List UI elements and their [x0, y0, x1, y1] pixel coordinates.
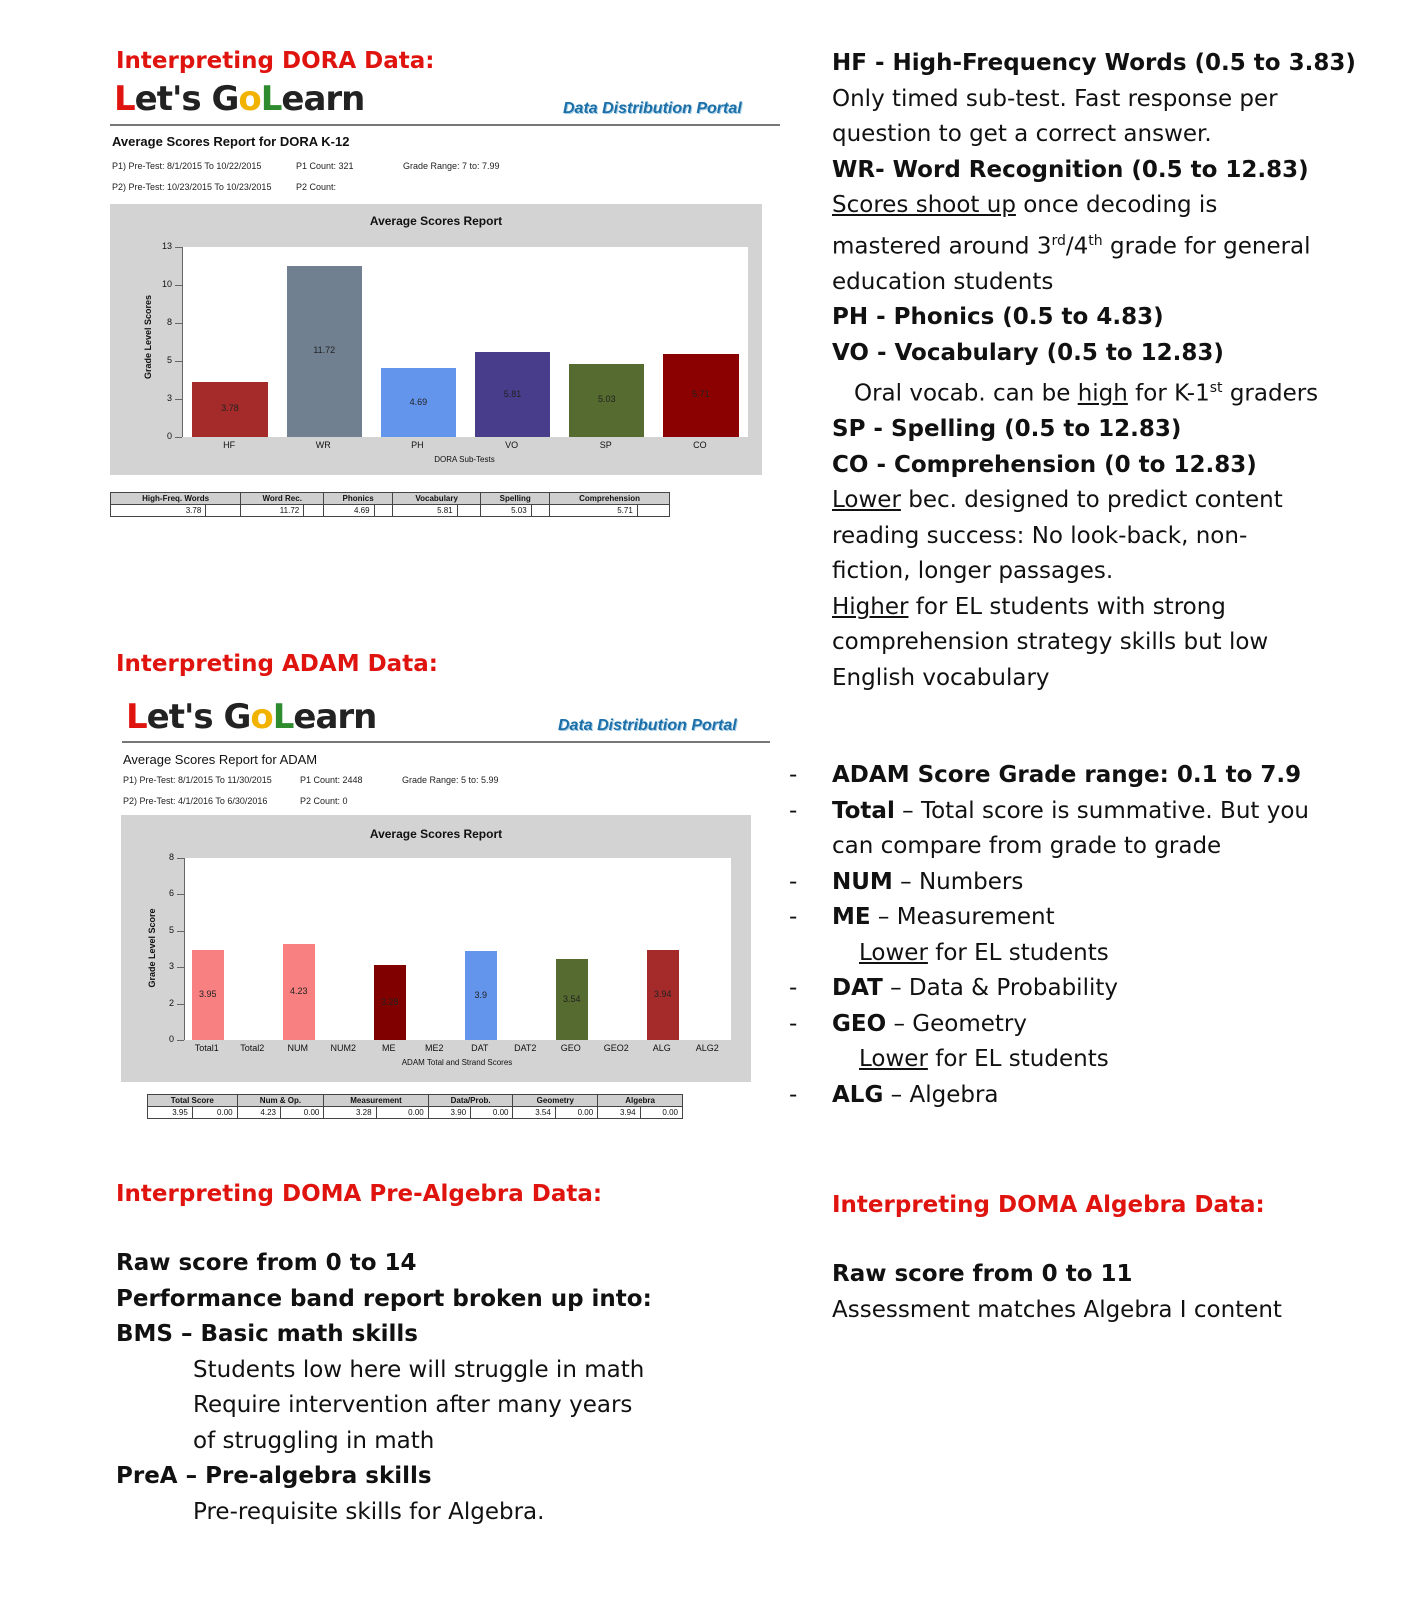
table-header-cell: Comprehension [550, 493, 670, 505]
x-tick-label: GEO2 [603, 1043, 629, 1053]
wr-sup-2: th [1088, 232, 1103, 249]
me-label: ME [832, 904, 871, 930]
y-tick-mark [175, 285, 182, 286]
brand-part: L [260, 79, 282, 119]
wr-line-2b: /4 [1065, 233, 1089, 260]
adam-heading: Interpreting ADAM Data: [116, 651, 438, 677]
me-el: for EL students [927, 939, 1109, 966]
x-tick-label: HF [223, 440, 236, 450]
adam-y-axis-label: Grade Level Score [147, 908, 157, 988]
x-tick-label: WR [315, 440, 331, 450]
adam-chart-title: Average Scores Report [369, 827, 503, 841]
dora-brand-logo [114, 79, 365, 119]
list-dash: - [789, 975, 798, 1001]
adam-rule [122, 741, 770, 743]
adam-meta-1: P1) Pre-Test: 8/1/2015 To 11/30/2015 [123, 775, 272, 785]
vo-line-c: graders [1222, 380, 1319, 407]
list-dash: - [789, 1081, 798, 1108]
brand-part: L [126, 697, 147, 737]
table-cell: 3.78 [111, 505, 206, 517]
dora-y-axis-label: Grade Level Scores [143, 294, 153, 380]
y-tick-mark [177, 931, 184, 932]
co-line-4: for EL students with strong [908, 593, 1226, 620]
y-tick-label: 0 [166, 431, 172, 441]
table-cell: 4.69 [324, 505, 374, 517]
list-dash: - [789, 868, 798, 895]
table-header-cell: Geometry [513, 1095, 598, 1107]
table-cell-empty [206, 505, 241, 517]
table-cell: 0.00 [376, 1107, 428, 1119]
bar-value-label: 11.72 [313, 345, 336, 356]
dora-report-title: Average Scores Report for DORA K-12 [112, 134, 350, 149]
hf-line-2: question to get a correct answer. [832, 121, 1212, 147]
doma-pre-bms-1: Students low here will struggle in math [193, 1356, 645, 1383]
table-header-cell: Total Score [148, 1095, 238, 1107]
adam-plot-area [184, 858, 731, 1040]
co-line-5: comprehension strategy skills but low [832, 629, 1269, 656]
list-dash: - [789, 1010, 798, 1037]
me-text: – Measurement [870, 904, 1055, 930]
table-cell: 0.00 [280, 1107, 323, 1119]
total-text: – Total score is summative. But you [894, 797, 1309, 824]
x-tick-label: SP [599, 440, 612, 450]
doma-pre-band: Performance band report broken up into: [116, 1285, 652, 1312]
x-tick-label: CO [693, 440, 707, 450]
dora-chart-title: Average Scores Report [369, 214, 503, 228]
table-cell: 3.94 [598, 1107, 640, 1119]
y-tick-label: 3 [168, 961, 174, 972]
adam-summary-table [147, 1094, 683, 1119]
total-line-2: can compare from grade to grade [832, 833, 1222, 859]
doma-alg-match: Assessment matches Algebra I content [832, 1296, 1282, 1323]
x-tick-label: VO [505, 440, 519, 450]
table-cell: 3.90 [428, 1107, 470, 1119]
bar-value-label: 3.9 [474, 989, 487, 1000]
brand-part: o [238, 79, 261, 119]
doma-pre-bms-2: Require intervention after many years [193, 1392, 633, 1418]
y-tick-label: 8 [168, 852, 174, 862]
y-tick-label: 10 [161, 279, 172, 289]
doma-pre-bms: BMS – Basic math skills [116, 1321, 418, 1347]
dora-summary-table [110, 492, 670, 517]
sp-title: SP - Spelling (0.5 to 12.83) [832, 416, 1182, 443]
table-cell-empty [304, 505, 324, 517]
table-header-row [148, 1095, 683, 1107]
dat-label: DAT [832, 975, 883, 1001]
doma-pre-prea: PreA – Pre-algebra skills [116, 1463, 432, 1489]
brand-part: earn [281, 79, 365, 119]
dat-text: – Data & Probability [882, 975, 1118, 1001]
hf-line-1: Only timed sub-test. Fast response per [832, 85, 1278, 112]
y-tick-label: 0 [168, 1034, 174, 1044]
doma-algebra-heading: Interpreting DOMA Algebra Data: [832, 1192, 1265, 1218]
brand-part: et's G [146, 697, 251, 737]
x-tick-label: Total2 [240, 1043, 265, 1053]
dora-chart [110, 204, 762, 475]
table-cell: 0.00 [471, 1107, 513, 1119]
adam-meta-1c: Grade Range: 5 to: 5.99 [402, 775, 499, 785]
y-tick-mark [175, 437, 182, 438]
table-header-cell: Word Rec. [241, 493, 324, 505]
adam-chart [121, 815, 751, 1082]
co-line-2: reading success: No look-back, non- [832, 522, 1248, 549]
doma-prealgebra-heading: Interpreting DOMA Pre-Algebra Data: [116, 1181, 603, 1207]
bar-value-label: 5.81 [503, 388, 522, 399]
num-label: NUM [832, 868, 893, 895]
x-tick-label: DAT [471, 1043, 489, 1053]
dora-meta-1: P1) Pre-Test: 8/1/2015 To 10/22/2015 [112, 161, 262, 171]
table-cell: 5.81 [392, 505, 457, 517]
adam-portal-label: Data Distribution Portal [558, 717, 737, 734]
adam-notes-list [789, 758, 1412, 1113]
y-tick-label: 13 [161, 241, 172, 251]
table-header-cell: High-Freq. Words [111, 493, 241, 505]
y-tick-mark [175, 247, 182, 248]
bar-value-label: 3.95 [198, 989, 217, 1000]
table-cell: 3.54 [513, 1107, 555, 1119]
bar-value-label: 5.03 [597, 394, 616, 405]
doma-alg-raw: Raw score from 0 to 11 [832, 1261, 1133, 1287]
ph-title: PH - Phonics (0.5 to 4.83) [832, 304, 1164, 331]
adam-categories [184, 1043, 730, 1057]
table-header-cell: Num & Op. [237, 1095, 324, 1107]
vo-line-b: for K-1 [1127, 380, 1210, 407]
list-dash: - [789, 797, 798, 824]
table-header-cell: Spelling [481, 493, 550, 505]
alg-text: – Algebra [883, 1081, 999, 1108]
dora-x-axis-label: DORA Sub-Tests [434, 455, 495, 464]
brand-part: o [250, 697, 273, 737]
co-line-1: bec. designed to predict content [900, 487, 1283, 514]
table-cell-empty [457, 505, 481, 517]
y-tick-mark [175, 399, 182, 400]
x-tick-label: DAT2 [514, 1043, 537, 1053]
table-cell: 0.00 [555, 1107, 597, 1119]
vo-line-a: Oral vocab. can be [854, 380, 1078, 407]
x-tick-label: ALG2 [695, 1043, 719, 1053]
wr-line-1: once decoding is [1015, 192, 1218, 218]
wr-line-3: education students [832, 268, 1054, 295]
doma-pre-raw: Raw score from 0 to 14 [116, 1250, 417, 1276]
table-header-cell: Algebra [598, 1095, 683, 1107]
doma-pre-prea-1: Pre-requisite skills for Algebra. [193, 1498, 545, 1525]
x-tick-label: ALG [652, 1043, 671, 1053]
table-cell: 0.00 [640, 1107, 682, 1119]
wr-title: WR- Word Recognition (0.5 to 12.83) [832, 156, 1309, 183]
bar-value-label: 3.54 [562, 993, 581, 1004]
geo-el: for EL students [927, 1046, 1109, 1072]
table-cell-empty [637, 505, 669, 517]
bar-value-label: 3.28 [380, 996, 399, 1007]
x-tick-label: NUM [287, 1043, 308, 1053]
table-cell: 3.95 [148, 1107, 193, 1119]
co-underline-lower: Lower [832, 487, 901, 514]
x-tick-label: Total1 [194, 1043, 219, 1053]
x-tick-label: ME2 [424, 1043, 444, 1053]
adam-x-axis-label: ADAM Total and Strand Scores [401, 1058, 513, 1067]
table-header-cell: Phonics [324, 493, 393, 505]
num-text: – Numbers [892, 868, 1024, 895]
table-cell: 5.71 [550, 505, 638, 517]
dora-meta-2: P2) Pre-Test: 10/23/2015 To 10/23/2015 [112, 182, 272, 192]
y-tick-mark [177, 1040, 184, 1041]
y-tick-mark [177, 894, 184, 895]
table-header-cell: Vocabulary [392, 493, 480, 505]
adam-meta-1b: P1 Count: 2448 [300, 775, 363, 785]
y-tick-label: 8 [166, 317, 172, 327]
bar-value-label: 3.94 [653, 989, 672, 1000]
brand-part: earn [293, 697, 377, 737]
vo-sup: st [1209, 380, 1223, 397]
y-tick-label: 6 [168, 888, 174, 899]
table-header-cell: Measurement [324, 1095, 428, 1107]
table-cell: 5.03 [481, 505, 531, 517]
table-cell: 4.23 [237, 1107, 280, 1119]
table-row [111, 505, 670, 517]
x-tick-label: PH [411, 440, 424, 450]
y-tick-label: 5 [168, 924, 174, 935]
adam-range: ADAM Score Grade range: 0.1 to 7.9 [832, 762, 1302, 788]
dora-rule [110, 124, 780, 126]
doma-pre-bms-3: of struggling in math [193, 1427, 435, 1454]
dora-subtests-notes [832, 46, 1412, 696]
y-tick-label: 3 [166, 393, 172, 403]
bar-value-label: 3.78 [221, 403, 239, 414]
wr-line-2c: grade for general [1102, 233, 1311, 260]
table-cell-empty [531, 505, 549, 517]
brand-part: L [272, 697, 294, 737]
co-underline-higher: Higher [832, 593, 909, 620]
table-header-row [111, 493, 670, 505]
wr-sup-1: rd [1051, 232, 1066, 249]
co-line-6: English vocabulary [832, 664, 1050, 691]
dora-meta-1b: P1 Count: 321 [296, 161, 354, 171]
dora-meta-2b: P2 Count: [296, 182, 337, 192]
x-tick-label: GEO [560, 1043, 581, 1053]
y-tick-label: 5 [166, 355, 172, 365]
brand-part: L [114, 79, 135, 119]
y-tick-label: 2 [168, 997, 174, 1008]
me-lower: Lower [859, 939, 928, 966]
table-cell: 11.72 [241, 505, 304, 517]
table-row [148, 1107, 683, 1119]
wr-underline: Scores shoot up [832, 192, 1016, 218]
y-tick-mark [175, 361, 182, 362]
y-tick-mark [177, 858, 184, 859]
table-cell: 0.00 [192, 1107, 237, 1119]
adam-report-title: Average Scores Report for ADAM [123, 752, 318, 767]
dora-plot-area [182, 247, 748, 437]
dora-categories [182, 440, 747, 454]
list-dash: - [789, 762, 798, 788]
geo-lower: Lower [859, 1046, 928, 1072]
doma-prealgebra-notes [116, 1246, 756, 1530]
brand-part: et's G [134, 79, 239, 119]
dora-portal-label: Data Distribution Portal [563, 100, 742, 117]
adam-meta-2b: P2 Count: 0 [300, 796, 348, 806]
y-tick-mark [177, 1004, 184, 1005]
adam-meta-2: P2) Pre-Test: 4/1/2016 To 6/30/2016 [123, 796, 268, 806]
hf-title: HF - High-Frequency Words (0.5 to 3.83) [832, 50, 1356, 76]
adam-brand-logo [126, 697, 377, 737]
x-tick-label: ME [382, 1043, 396, 1053]
bar-value-label: 4.69 [409, 396, 428, 407]
table-header-cell: Data/Prob. [428, 1095, 513, 1107]
table-cell: 3.28 [324, 1107, 376, 1119]
total-label: Total [832, 797, 895, 824]
wr-line-2a: mastered around 3 [832, 233, 1052, 260]
vo-underline: high [1077, 380, 1128, 407]
co-line-3: fiction, longer passages. [832, 558, 1114, 585]
alg-label: ALG [832, 1081, 884, 1108]
dora-heading: Interpreting DORA Data: [116, 48, 435, 74]
y-tick-mark [177, 967, 184, 968]
list-dash: - [789, 904, 798, 930]
table-cell-empty [374, 505, 392, 517]
doma-algebra-notes [832, 1257, 1412, 1328]
y-tick-mark [175, 323, 182, 324]
dora-meta-1c: Grade Range: 7 to: 7.99 [403, 161, 500, 171]
bar-value-label: 4.23 [289, 985, 308, 996]
vo-title: VO - Vocabulary (0.5 to 12.83) [832, 339, 1224, 366]
geo-label: GEO [832, 1010, 887, 1037]
x-tick-label: NUM2 [330, 1043, 356, 1053]
geo-text: – Geometry [886, 1010, 1027, 1037]
bar-value-label: 5.71 [692, 389, 710, 400]
co-title: CO - Comprehension (0 to 12.83) [832, 451, 1257, 478]
